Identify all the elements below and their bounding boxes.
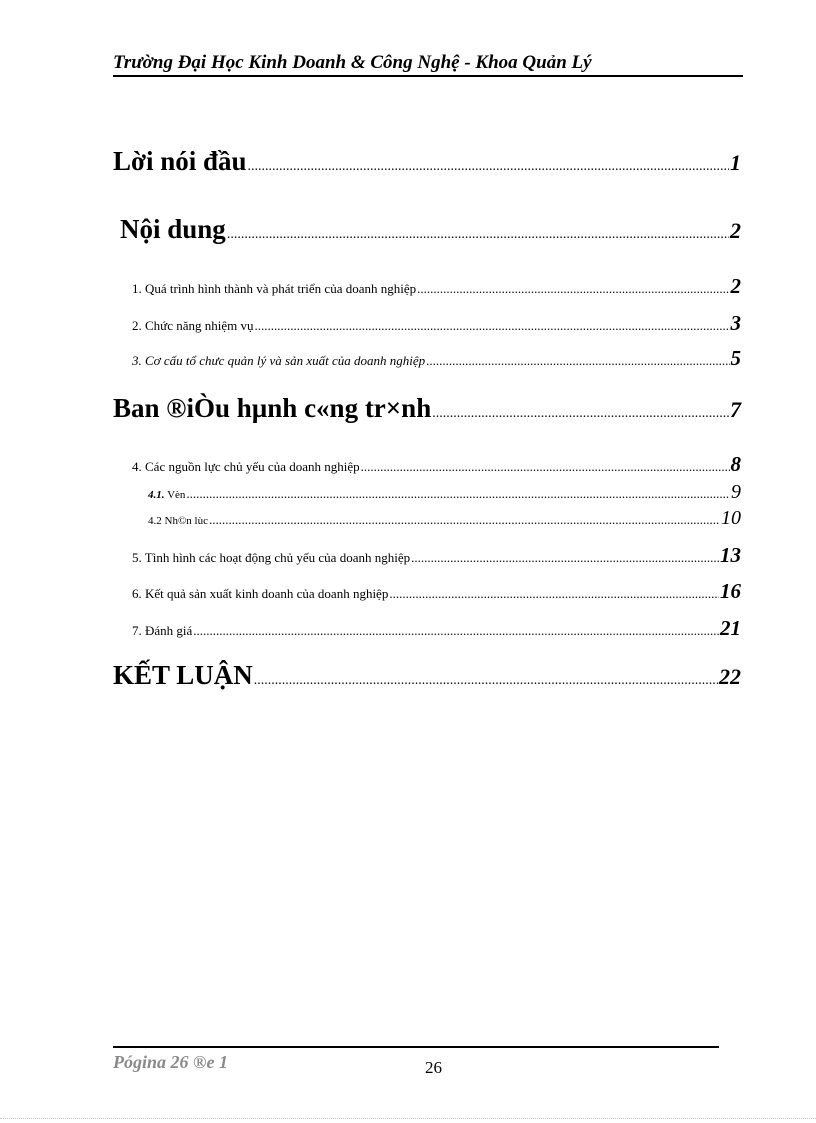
toc-entry-label: Nội dung [120,214,226,244]
toc-entry-page: 2 [730,218,741,243]
dot-leader [361,459,730,475]
toc-entry-page: 8 [730,452,741,476]
header-title: Trường Đại Học Kinh Doanh & Công Nghệ - Khoa Quản Lý [113,52,592,73]
toc-entry-7[interactable] [132,616,741,641]
toc-entry-ban-dieu-hanh[interactable] [113,393,741,424]
toc-entry-1[interactable] [132,274,741,299]
toc-entry-page: 22 [719,664,741,689]
toc-entry-label: 5. Tình hình các hoạt động chủ yếu của doanh nghiệp [132,550,411,565]
toc-entry-label: Lời nói đầu [113,146,247,176]
dot-leader [417,281,729,297]
toc-entry-4[interactable] [132,452,741,477]
dot-leader [255,318,730,334]
toc-entry-page: 16 [720,579,741,603]
dot-leader [193,623,719,639]
page-header [113,52,743,74]
toc-entry-label: 2. Chức năng nhiệm vụ [132,318,254,333]
page-number: 26 [425,1058,442,1077]
toc-entry-page: 3 [730,311,741,335]
toc-entry-label: KẾT LUẬN [113,660,253,690]
toc-entry-3[interactable] [132,346,741,371]
toc-entry-ket-luan[interactable] [113,660,741,691]
toc-entry-label: 4.2 Nh©n lùc [148,515,208,527]
dot-leader [426,353,729,369]
dot-leader [186,486,730,502]
toc-entry-page: 21 [720,616,741,640]
toc-entry-label: 3. Cơ cấu tổ chưc quản lý và sản xuất của doanh nghiệp [132,353,426,368]
toc-entry-2[interactable] [132,311,741,336]
toc-entry-page: 10 [721,507,741,529]
toc-entry-5[interactable] [132,543,741,568]
toc-entry-number: 4.1. [148,489,165,501]
toc-entry-6[interactable] [132,579,741,604]
toc-entry-page: 9 [731,481,741,503]
toc-entry-page: 13 [720,543,741,567]
dot-leader [411,550,719,566]
toc-entry-label [148,489,185,501]
dot-leader [248,159,729,175]
toc-entry-loi-noi-dau[interactable] [113,146,741,177]
toc-entry-title: Vèn [167,489,186,501]
footer-rule [113,1046,719,1048]
toc-entry-4-2[interactable] [148,507,741,530]
dot-leader [227,227,729,243]
toc-entry-label: 4. Các nguồn lực chủ yếu của doanh nghiệp [132,459,360,474]
toc-entry-label: 1. Quá trình hình thành và phát triển của doanh nghiệp [132,281,417,296]
toc-entry-page: 2 [730,274,741,298]
toc-entry-label: 7. Đánh giá [132,623,193,638]
toc-entry-page: 1 [730,150,741,175]
toc-entry-label: 6. Kết quả sản xuất kinh doanh của doanh nghiệp [132,586,389,601]
toc-entry-noi-dung[interactable] [120,214,741,245]
dot-leader [389,586,719,602]
dot-leader [254,673,718,689]
header-rule [113,75,743,77]
toc-entry-label: Ban ®iÒu hµnh c«ng tr×nh [113,393,432,423]
toc-entry-page: 7 [730,397,741,422]
dot-leader [209,512,720,528]
dot-leader [432,406,729,422]
page-bottom-edge [0,1118,816,1119]
footer-text: Pógina 26 ®e 1 [113,1052,228,1072]
toc-entry-4-1[interactable] [148,481,741,504]
toc-entry-page: 5 [730,346,741,370]
